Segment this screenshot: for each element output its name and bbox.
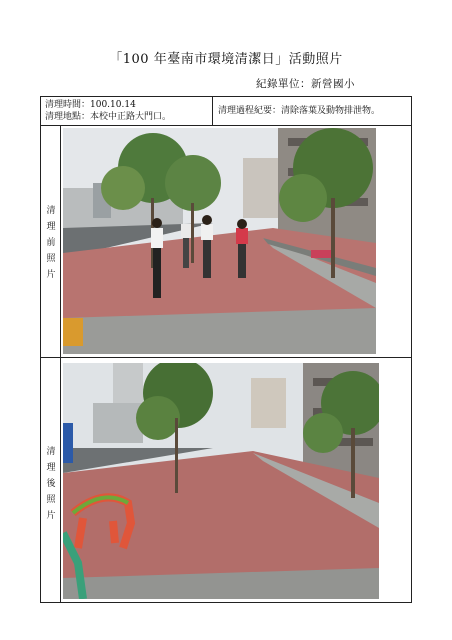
before-label-char: 照 bbox=[46, 254, 56, 264]
after-label-char: 理 bbox=[46, 463, 56, 473]
after-label-char: 後 bbox=[46, 479, 56, 489]
after-label-cell bbox=[41, 358, 61, 603]
after-label-char: 片 bbox=[46, 511, 56, 521]
after-label-char: 照 bbox=[46, 495, 56, 505]
before-cleanup-photo bbox=[63, 128, 376, 354]
before-label-char: 理 bbox=[46, 222, 56, 232]
recorder-unit: 紀錄單位：新營國小 bbox=[256, 78, 355, 90]
summary-cell: 清理過程紀要：清除落葉及動物排泄物。 bbox=[218, 106, 381, 116]
after-cleanup-photo bbox=[63, 363, 379, 599]
before-label-char: 清 bbox=[46, 206, 56, 216]
photo-record-table bbox=[40, 96, 412, 603]
after-label-char: 清 bbox=[46, 447, 56, 457]
before-label-char: 片 bbox=[46, 270, 56, 280]
document-title: 「100 年臺南市環境清潔日」活動照片 bbox=[109, 52, 343, 67]
cleanup-time: 清理時間：100.10.14 bbox=[45, 100, 136, 110]
before-label-char: 前 bbox=[46, 238, 56, 248]
before-label-cell bbox=[41, 125, 61, 357]
cleanup-place: 清理地點：本校中正路大門口。 bbox=[45, 112, 172, 122]
info-row bbox=[41, 97, 411, 126]
time-place-cell bbox=[41, 97, 213, 125]
